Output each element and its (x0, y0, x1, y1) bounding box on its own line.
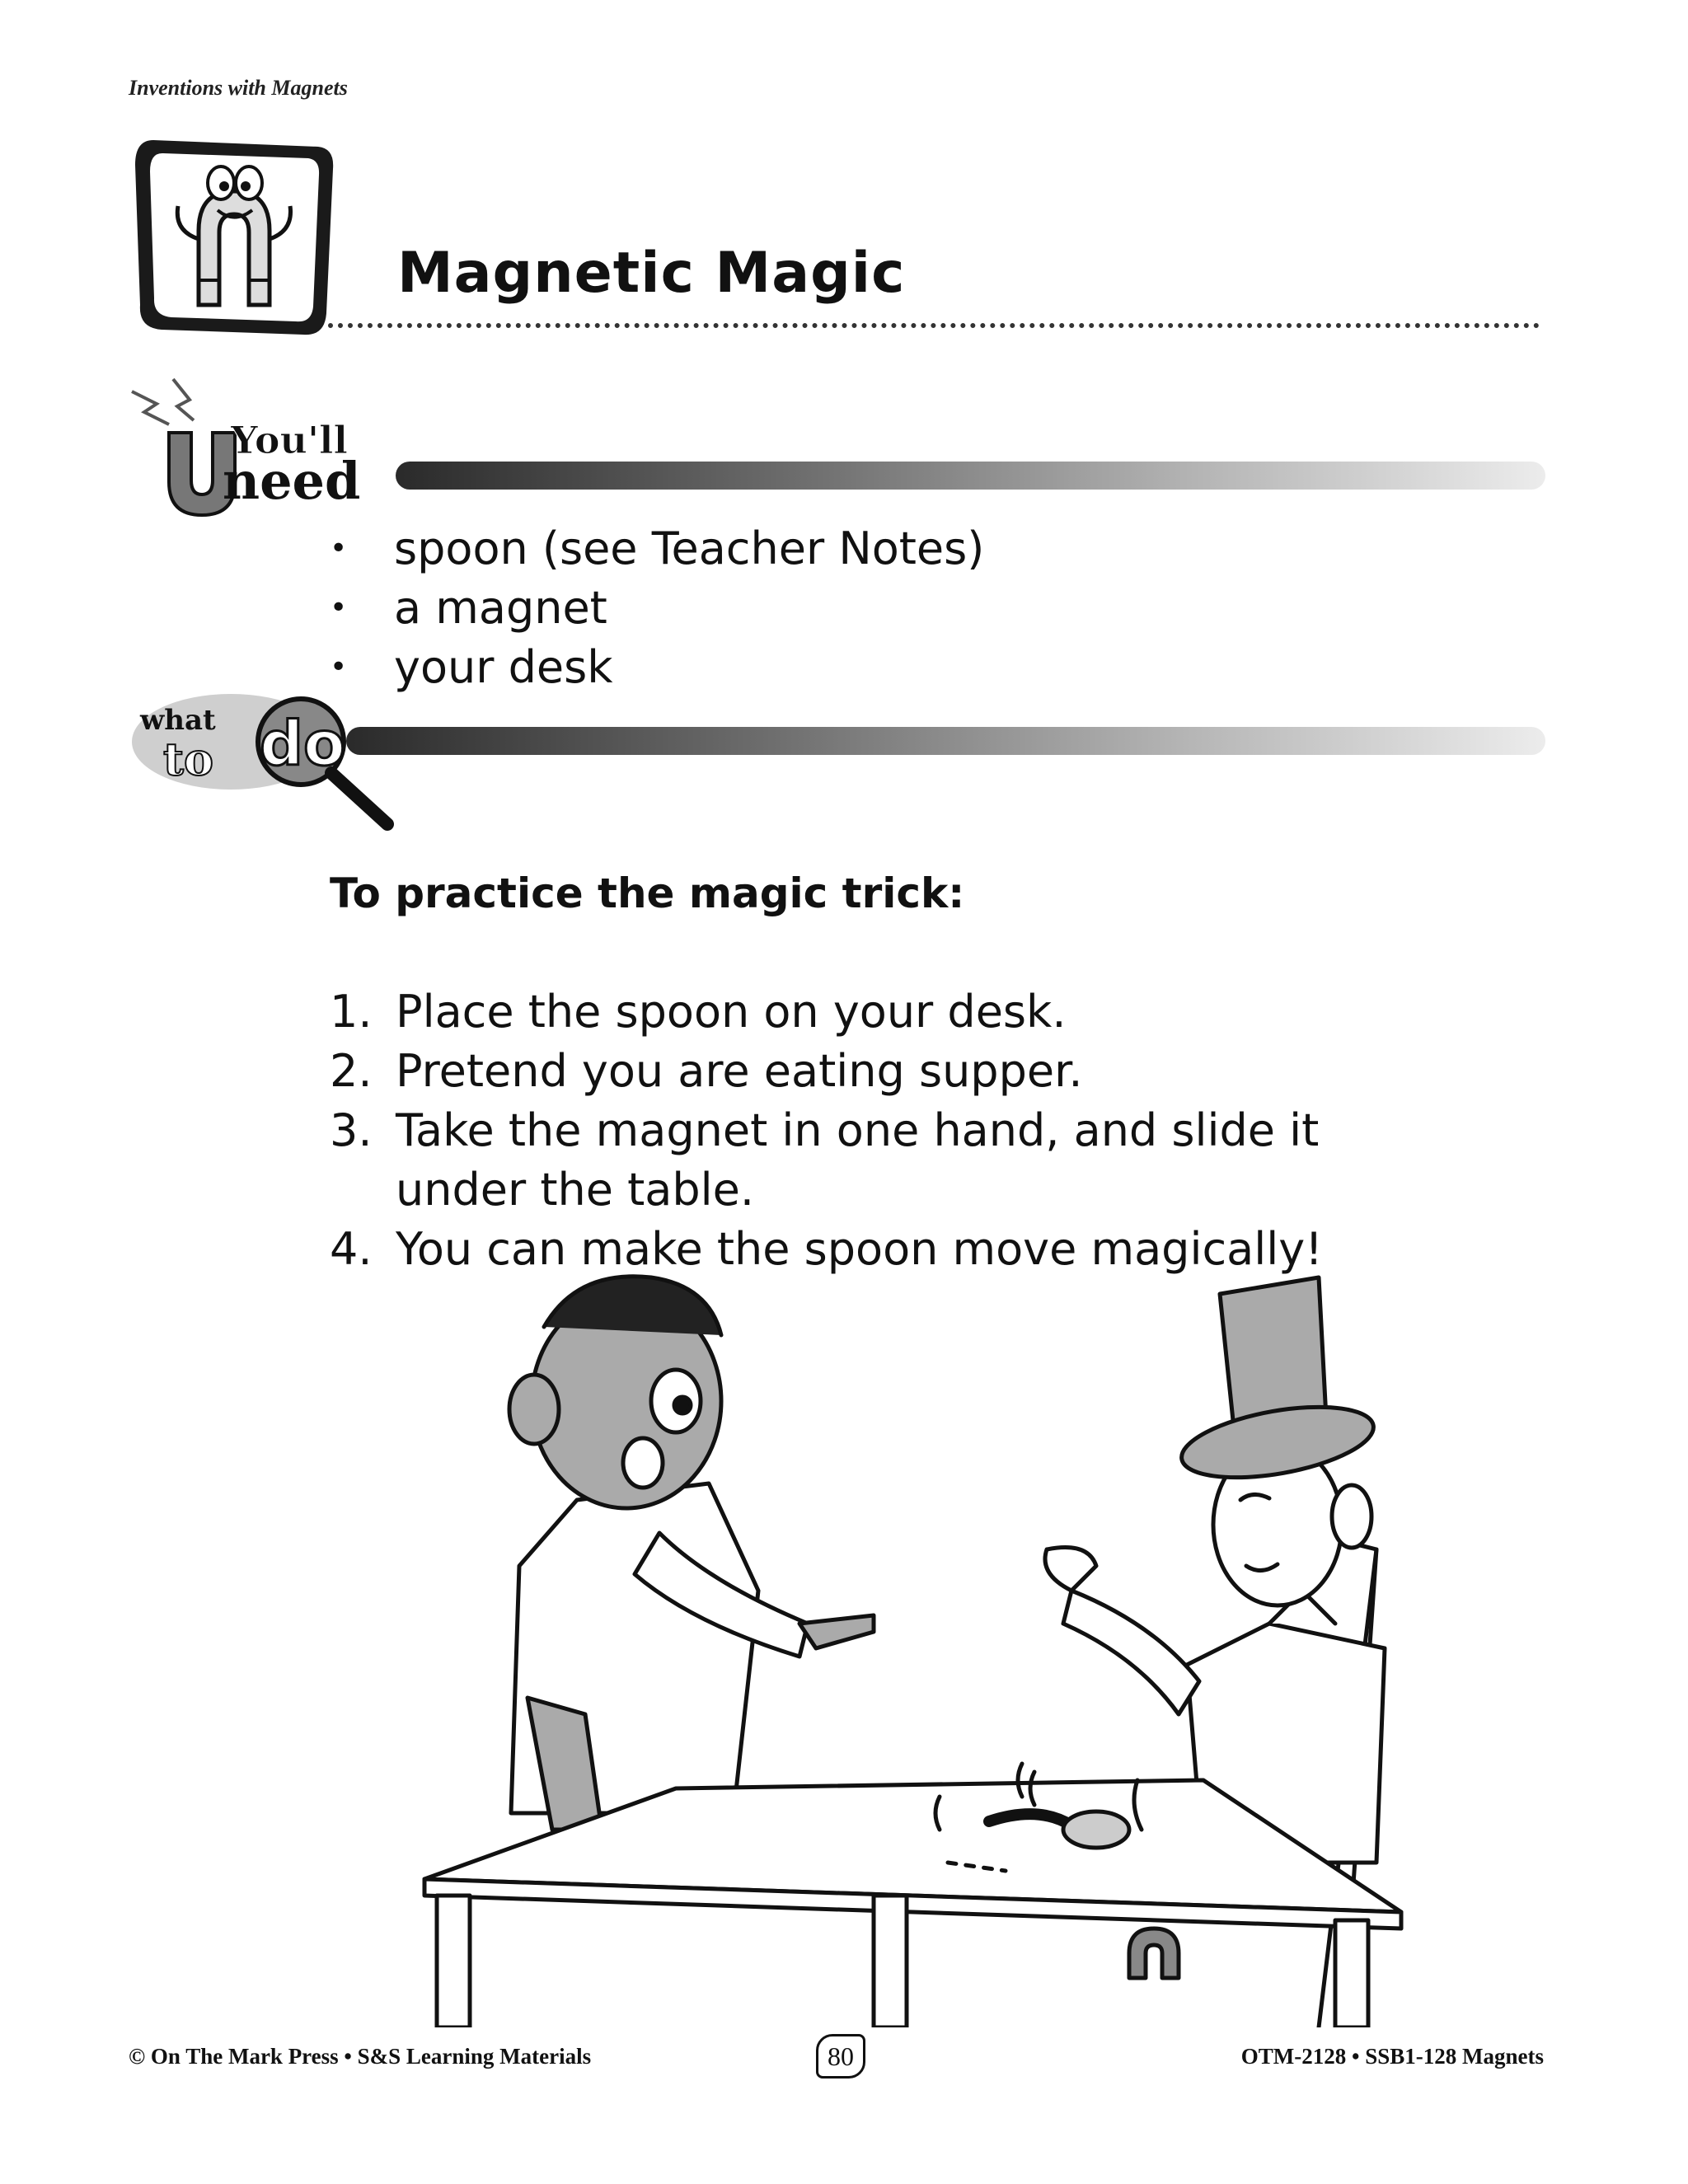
list-item: • your desk (330, 638, 984, 697)
steps-list (330, 982, 1401, 1279)
do-badge-big-text: do (260, 709, 345, 780)
do-badge-bottom-text: to (163, 733, 213, 785)
page-title: Magnetic Magic (397, 241, 906, 306)
step-number: 3. (330, 1104, 373, 1156)
need-badge-bottom-text: need (223, 451, 361, 511)
magnet-mascot-icon (129, 132, 340, 346)
step-item (330, 1042, 1401, 1101)
title-divider (328, 323, 1540, 328)
what-to-do-badge-icon (124, 684, 437, 832)
step-text: You can make the spoon move magically! (396, 1223, 1323, 1275)
step-item (330, 1101, 1352, 1220)
step-number: 1. (330, 986, 373, 1038)
footer-product-code: OTM-2128 • SSB1-128 Magnets (1240, 2044, 1544, 2069)
page-number-badge: 80 (816, 2034, 865, 2079)
need-badge-top-text: You'll (231, 418, 348, 462)
step-text: Pretend you are eating supper. (396, 1045, 1083, 1097)
youll-need-badge-icon (124, 375, 420, 523)
step-item (330, 982, 1401, 1042)
step-text: Place the spoon on your desk. (396, 986, 1067, 1038)
magic-trick-illustration (412, 1236, 1484, 2027)
footer-copyright: © On The Mark Press • S&S Learning Materials (129, 2044, 592, 2069)
instructions-heading: To practice the magic trick: (330, 869, 965, 917)
do-badge-top-text: what (140, 704, 216, 737)
step-number: 2. (330, 1045, 373, 1097)
list-item: • spoon (see Teacher Notes) (330, 519, 984, 579)
materials-list (330, 519, 984, 697)
need-section-bar (396, 462, 1545, 490)
series-title: Inventions with Magnets (129, 76, 348, 100)
list-item: • a magnet (330, 579, 984, 638)
do-section-bar (346, 727, 1545, 755)
step-number: 4. (330, 1223, 373, 1275)
step-text: Take the magnet in one hand, and slide it under the table. (396, 1104, 1320, 1216)
